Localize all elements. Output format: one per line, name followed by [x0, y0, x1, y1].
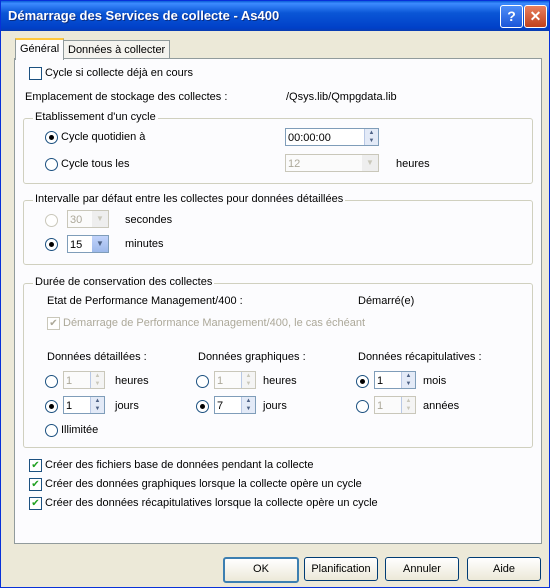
graphical-hours-radio[interactable]: [196, 375, 209, 388]
cycle-every-unit: heures: [396, 158, 430, 170]
spinner[interactable]: ▲ ▼: [401, 397, 415, 413]
minutes-radio[interactable]: [45, 238, 58, 251]
detailed-hours-label: heures: [115, 375, 149, 387]
graphical-header: Données graphiques :: [198, 351, 306, 363]
close-icon[interactable]: ✕: [524, 5, 547, 28]
daily-time-value: 00:00:00: [288, 132, 331, 144]
create-db-files-label: Créer des fichiers base de données pendant la collecte: [45, 459, 314, 471]
cycle-every-label: Cycle tous les: [61, 158, 130, 170]
storage-label: Emplacement de stockage des collectes :: [25, 91, 228, 103]
graphical-days-radio[interactable]: [196, 400, 209, 413]
summary-years-field[interactable]: [374, 396, 416, 414]
interval-group-legend: Intervalle par défaut entre les collectes pour données détaillées: [35, 193, 344, 205]
create-summary-data-checkbox[interactable]: ✔: [29, 497, 42, 510]
summary-months-value: 1: [377, 375, 384, 387]
minutes-value: 15: [70, 239, 83, 251]
create-graph-data-label: Créer des données graphiques lorsque la collecte opère un cycle: [45, 478, 362, 490]
cycle-every-value: 12: [288, 158, 301, 170]
help-button[interactable]: Aide: [467, 557, 541, 581]
spin-down-icon[interactable]: ▼: [364, 137, 378, 145]
summary-months-label: mois: [423, 375, 447, 387]
create-graph-data-checkbox[interactable]: ✔: [29, 478, 42, 491]
tab-panel-general: [14, 58, 542, 544]
spinner[interactable]: ▲ ▼: [241, 372, 255, 388]
cancel-button[interactable]: Annuler: [385, 557, 459, 581]
cycle-group: [23, 118, 533, 184]
summary-years-label: années: [423, 400, 460, 412]
detailed-days-value: 1: [66, 400, 73, 412]
cycle-group-legend: Etablissement d'un cycle: [35, 111, 156, 123]
detailed-hours-radio[interactable]: [45, 375, 58, 388]
seconds-radio[interactable]: [45, 214, 58, 227]
detailed-days-field[interactable]: [63, 396, 105, 414]
graphical-hours-value: 1: [217, 375, 224, 387]
help-icon[interactable]: ?: [500, 5, 523, 28]
spin-up-icon[interactable]: ▲: [364, 129, 378, 137]
detailed-hours-field[interactable]: [63, 371, 105, 389]
pm-status-value: Démarré(e): [358, 295, 415, 307]
cycle-every-radio[interactable]: [45, 158, 58, 171]
seconds-value: 30: [70, 214, 83, 226]
pm-start-checkbox[interactable]: ✔: [47, 317, 60, 330]
tab-general[interactable]: Général: [15, 38, 64, 60]
graphical-days-label: jours: [263, 400, 287, 412]
daily-time-field[interactable]: [285, 128, 379, 146]
create-db-files-checkbox[interactable]: ✔: [29, 459, 42, 472]
title-bar[interactable]: [1, 1, 549, 31]
schedule-button[interactable]: Planification: [304, 557, 378, 581]
tab-data-to-collect[interactable]: Données à collecter: [63, 40, 170, 59]
detailed-days-label: jours: [115, 400, 139, 412]
spinner[interactable]: ▲ ▼: [241, 397, 255, 413]
detailed-days-radio[interactable]: [45, 400, 58, 413]
cycle-if-running-checkbox[interactable]: [29, 67, 42, 80]
chevron-down-icon[interactable]: ▼: [92, 236, 108, 252]
cycle-if-running-label: Cycle si collecte déjà en cours: [45, 67, 193, 79]
detailed-unlimited-radio[interactable]: [45, 424, 58, 437]
retention-group-legend: Durée de conservation des collectes: [35, 276, 213, 288]
graphical-hours-field[interactable]: [214, 371, 256, 389]
minutes-select[interactable]: [67, 235, 109, 253]
seconds-label: secondes: [125, 214, 173, 226]
daily-cycle-radio[interactable]: [45, 131, 58, 144]
summary-header: Données récapitulatives :: [358, 351, 482, 363]
detailed-unlimited-label: Illimitée: [61, 424, 99, 436]
cycle-every-select[interactable]: [285, 154, 379, 172]
storage-value: /Qsys.lib/Qmpgdata.lib: [286, 91, 397, 103]
ok-button[interactable]: OK: [223, 557, 299, 583]
daily-cycle-label: Cycle quotidien à: [61, 131, 146, 143]
chevron-down-icon[interactable]: ▼: [362, 155, 378, 171]
detailed-hours-value: 1: [66, 375, 73, 387]
summary-years-value: 1: [377, 400, 384, 412]
summary-months-field[interactable]: [374, 371, 416, 389]
create-summary-data-label: Créer des données récapitulatives lorsque la collecte opère un cycle: [45, 497, 378, 509]
chevron-down-icon[interactable]: ▼: [92, 211, 108, 227]
spinner[interactable]: ▲ ▼: [90, 372, 104, 388]
minutes-label: minutes: [125, 238, 164, 250]
window-title: Démarrage des Services de collecte - As400: [8, 8, 280, 23]
retention-group: [23, 283, 533, 448]
spinner[interactable]: ▲ ▼: [90, 397, 104, 413]
detailed-header: Données détaillées :: [47, 351, 147, 363]
pm-start-label: Démarrage de Performance Management/400, le cas échéant: [63, 317, 366, 329]
seconds-select[interactable]: [67, 210, 109, 228]
spinner[interactable]: ▲ ▼: [401, 372, 415, 388]
pm-status-label: Etat de Performance Management/400 :: [47, 295, 243, 307]
graphical-days-value: 7: [217, 400, 224, 412]
graphical-hours-label: heures: [263, 375, 297, 387]
daily-time-spinner[interactable]: [364, 129, 378, 145]
summary-years-radio[interactable]: [356, 400, 369, 413]
graphical-days-field[interactable]: [214, 396, 256, 414]
summary-months-radio[interactable]: [356, 375, 369, 388]
